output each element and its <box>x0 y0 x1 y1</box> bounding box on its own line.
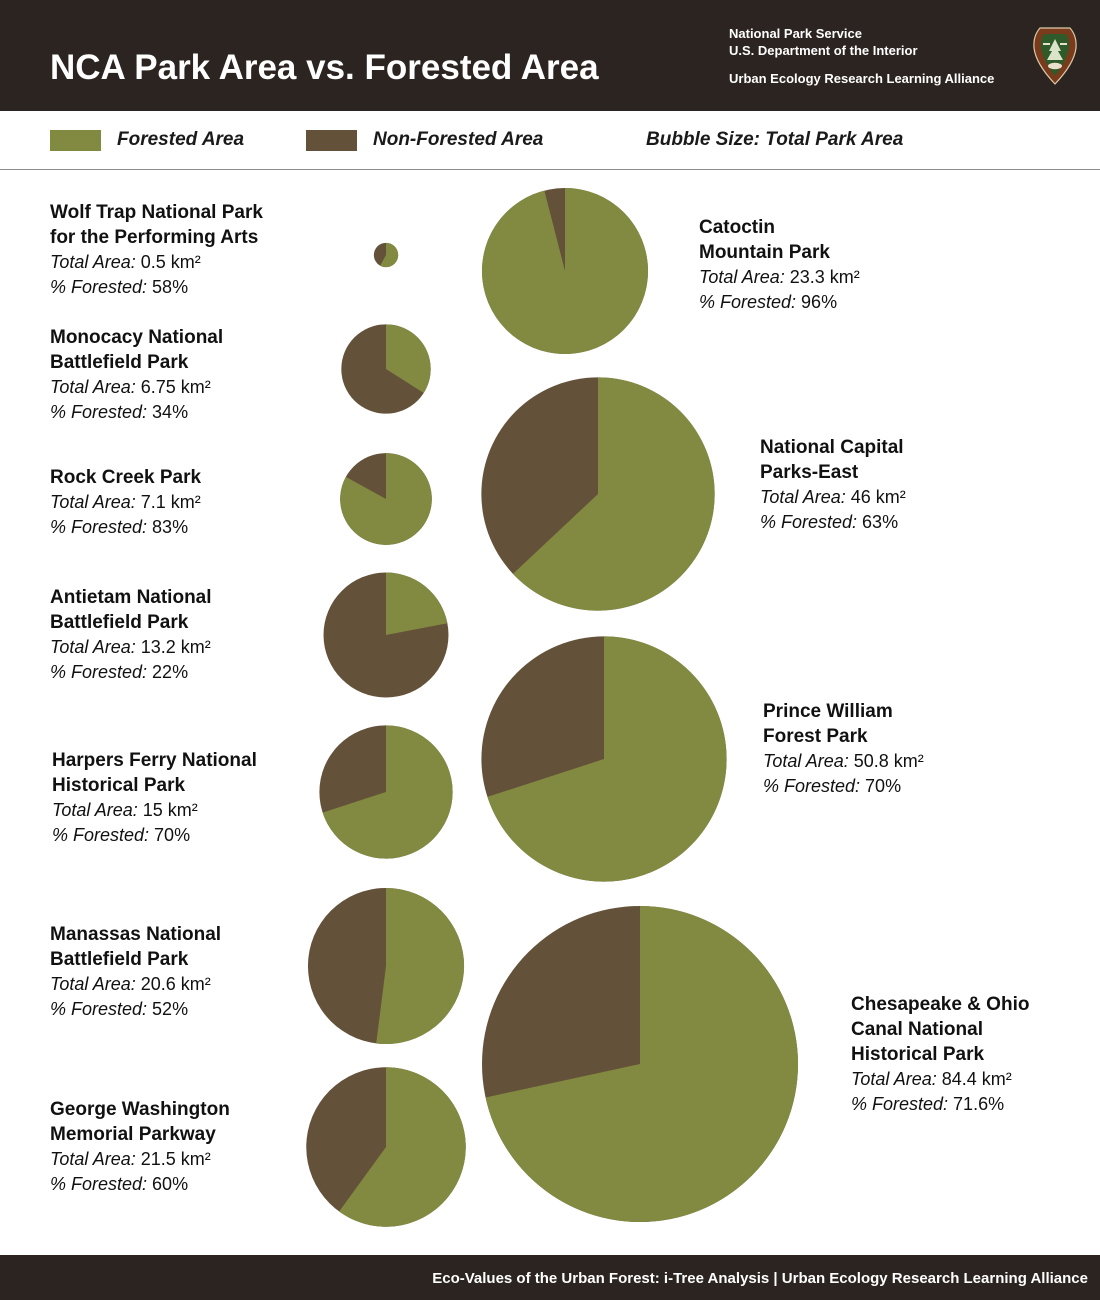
park-pct-forested: % Forested: 83% <box>50 517 189 537</box>
park-total-area: Total Area: 13.2 km² <box>50 637 211 657</box>
park-total-area: Total Area: 0.5 km² <box>50 252 201 272</box>
park-pie <box>319 725 452 858</box>
park-total-area: Total Area: 6.75 km² <box>50 377 211 397</box>
forested-legend-label: Forested Area <box>117 129 245 150</box>
park-pct-forested: % Forested: 71.6% <box>851 1094 1005 1114</box>
park-label <box>50 1097 230 1197</box>
park-name: Harpers Ferry National Historical Park <box>52 750 257 796</box>
park-label <box>50 325 223 425</box>
park-total-area: Total Area: 15 km² <box>52 800 198 820</box>
bubble-size-legend-label: Bubble Size: Total Park Area <box>646 129 904 150</box>
park-name: Manassas National Battlefield Park <box>50 924 222 970</box>
park-name: Antietam National Battlefield Park <box>50 587 212 633</box>
park-label <box>52 748 257 848</box>
park-label <box>699 215 860 315</box>
park-pie <box>308 888 464 1044</box>
park-pie <box>481 377 714 610</box>
page-title: NCA Park Area vs. Forested Area <box>50 48 599 87</box>
park-label <box>50 465 201 540</box>
park-name: Rock Creek Park <box>50 467 202 488</box>
park-name: George Washington Memorial Parkway <box>50 1099 230 1145</box>
park-pie <box>481 636 726 881</box>
park-pct-forested: % Forested: 52% <box>50 999 189 1019</box>
park-pie <box>306 1067 465 1226</box>
park-name: Catoctin Mountain Park <box>699 217 830 263</box>
park-pct-forested: % Forested: 96% <box>699 292 838 312</box>
park-pct-forested: % Forested: 70% <box>52 825 191 845</box>
park-pct-forested: % Forested: 60% <box>50 1174 189 1194</box>
park-total-area: Total Area: 23.3 km² <box>699 267 860 287</box>
park-pct-forested: % Forested: 34% <box>50 402 189 422</box>
park-pct-forested: % Forested: 58% <box>50 277 189 297</box>
agency-name: National Park Service <box>729 26 862 41</box>
park-label <box>760 435 906 535</box>
footer-text: Eco-Values of the Urban Forest: i-Tree Analysis | Urban Ecology Research Learning Alliance <box>432 1270 1088 1287</box>
park-pct-forested: % Forested: 63% <box>760 512 899 532</box>
park-label <box>50 922 221 1022</box>
park-total-area: Total Area: 7.1 km² <box>50 492 201 512</box>
department-name: U.S. Department of the Interior <box>729 43 918 58</box>
park-name: Prince William Forest Park <box>763 701 893 747</box>
park-label <box>851 992 1029 1117</box>
park-total-area: Total Area: 50.8 km² <box>763 751 924 771</box>
park-total-area: Total Area: 20.6 km² <box>50 974 211 994</box>
park-name: Chesapeake & Ohio Canal National Historical Park <box>851 994 1030 1065</box>
alliance-name: Urban Ecology Research Learning Alliance <box>729 71 995 86</box>
park-total-area: Total Area: 84.4 km² <box>851 1069 1012 1089</box>
park-pct-forested: % Forested: 22% <box>50 662 189 682</box>
forested-slice <box>482 188 648 354</box>
park-pct-forested: % Forested: 70% <box>763 776 902 796</box>
nonforested-legend-label: Non-Forested Area <box>373 129 544 150</box>
park-total-area: Total Area: 46 km² <box>760 487 906 507</box>
park-total-area: Total Area: 21.5 km² <box>50 1149 211 1169</box>
park-pie <box>340 453 432 545</box>
footer-bar <box>0 1255 1100 1300</box>
park-label <box>50 585 212 685</box>
park-pie <box>482 188 648 354</box>
park-name: Wolf Trap National Park for the Performing Arts <box>50 202 263 248</box>
park-label <box>763 699 924 799</box>
park-pie <box>341 324 430 413</box>
park-label <box>50 200 263 300</box>
park-pie <box>324 573 449 698</box>
forested-slice <box>376 888 464 1044</box>
park-name: National Capital Parks-East <box>760 437 904 483</box>
park-pie <box>482 906 798 1222</box>
park-pie <box>374 243 398 267</box>
park-name: Monocacy National Battlefield Park <box>50 327 224 373</box>
